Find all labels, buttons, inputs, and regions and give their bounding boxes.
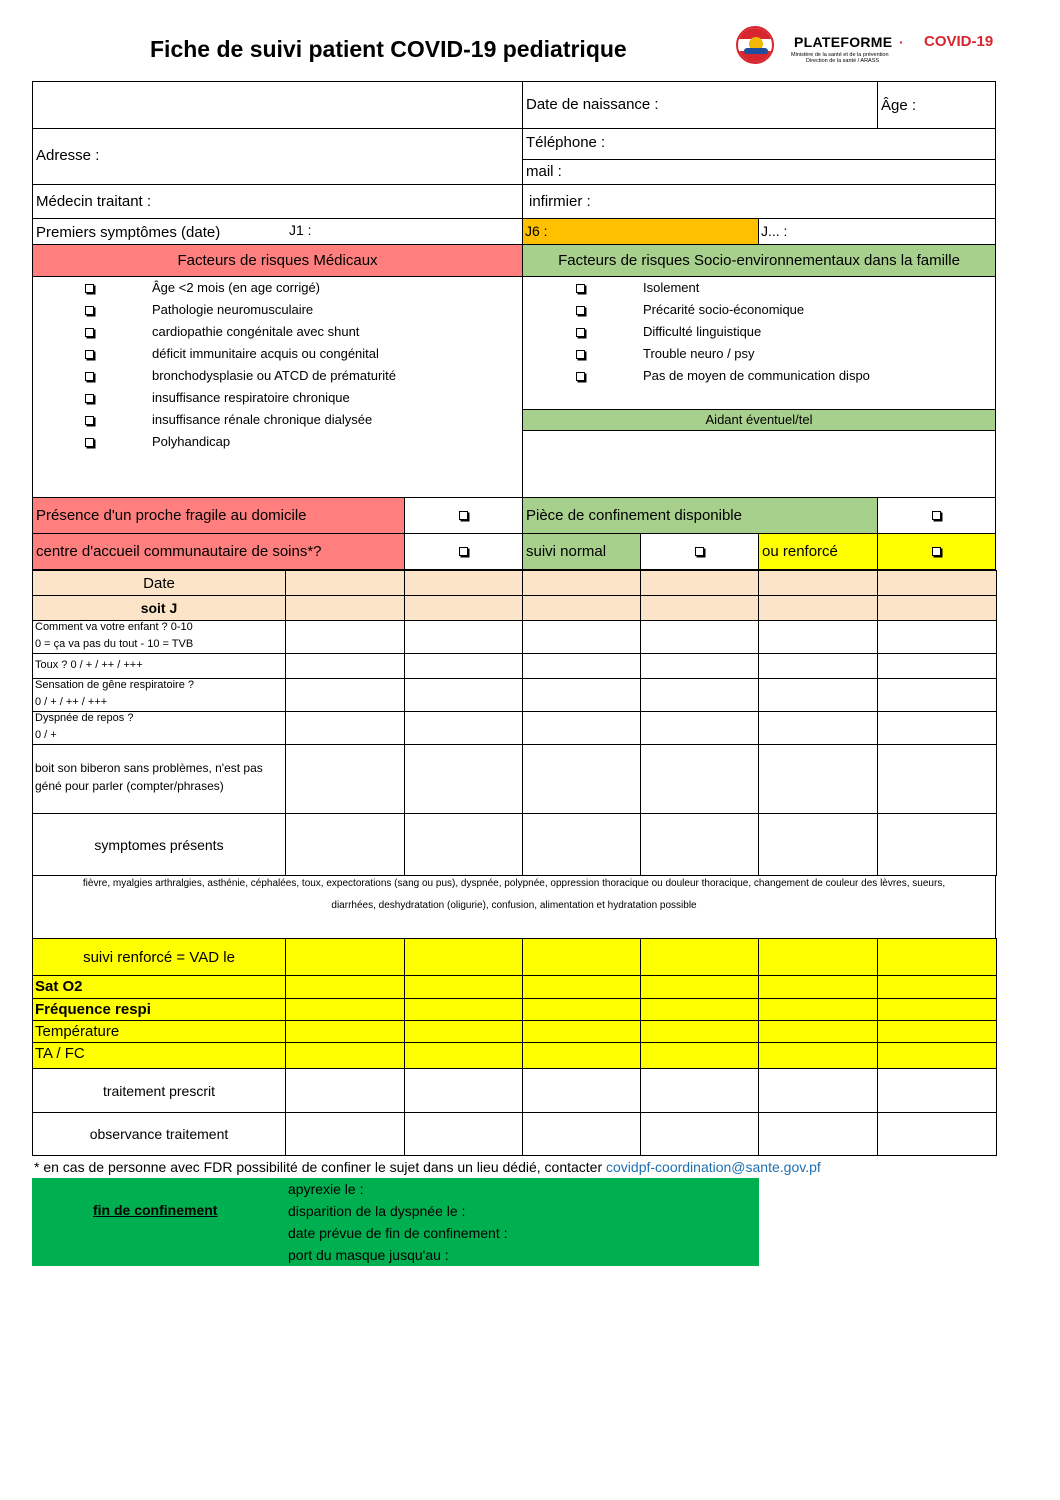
page-title: Fiche de suivi patient COVID-19 pediatrique (150, 36, 627, 62)
checkbox-icon[interactable] (576, 350, 585, 359)
table-cell[interactable] (758, 938, 878, 976)
j6-label: J6 : (525, 223, 548, 239)
end-confinement-label: fin de confinement (93, 1202, 218, 1218)
table-cell[interactable] (640, 938, 759, 976)
logo-covid-text: COVID-19 (924, 33, 994, 50)
table-cell[interactable] (404, 1042, 523, 1069)
table-row-label (32, 678, 286, 712)
symptoms-description-line: fièvre, myalgies arthralgies, asthénie, céphalées, toux, expectorations (sang ou pus), dyspnée, polypnée, oppression thoracique ou douleur thoracique, changement de couleur des lèvres, sueurs, (82, 878, 946, 889)
table-cell[interactable] (877, 570, 997, 596)
table-row-label (32, 938, 286, 976)
table-cell[interactable] (404, 678, 523, 712)
confinement-room-checkbox[interactable] (877, 497, 996, 534)
confinement-room-label: Pièce de confinement disponible (522, 497, 878, 534)
list-item[interactable] (576, 303, 585, 318)
table-cell[interactable] (758, 813, 878, 876)
row-label-text: Toux ? 0 / + / ++ / +++ (35, 659, 143, 671)
age-label: Âge : (881, 97, 917, 114)
table-cell[interactable] (404, 998, 523, 1021)
row-label-text: 0 / + / ++ / +++ (35, 696, 108, 708)
table-cell[interactable] (877, 938, 997, 976)
normal-followup-checkbox[interactable] (640, 533, 759, 570)
mask-until-field[interactable]: port du masque jusqu'au : (288, 1247, 449, 1263)
table-cell[interactable] (404, 620, 523, 654)
list-item: Trouble neuro / psy (643, 346, 755, 361)
table-cell[interactable] (522, 678, 641, 712)
birth-date-field[interactable] (522, 81, 878, 129)
list-item: insuffisance rénale chronique dialysée (152, 412, 373, 427)
table-cell[interactable] (640, 744, 759, 814)
table-cell[interactable] (758, 1042, 878, 1069)
table-row-label (32, 1020, 286, 1043)
reinforced-label: ou renforcé (758, 533, 878, 570)
list-item[interactable] (85, 347, 94, 362)
table-cell[interactable] (758, 570, 878, 596)
checkbox-icon[interactable] (85, 372, 94, 381)
footer-note: * en cas de personne avec FDR possibilité de confiner le sujet dans un lieu dédié, contacter covidpf-coordination@sante.gov.pf (34, 1159, 821, 1175)
table-cell[interactable] (877, 653, 997, 679)
symptoms-description (32, 875, 996, 939)
row-label-text: Fréquence respi (35, 1001, 151, 1018)
list-item[interactable] (85, 303, 94, 318)
list-item[interactable] (85, 391, 94, 406)
table-cell[interactable] (404, 744, 523, 814)
table-row-label (32, 1112, 286, 1156)
table-row-label (32, 653, 286, 679)
symptoms-description-line: diarrhées, deshydratation (oligurie), confusion, alimentation et hydratation possible (331, 900, 697, 911)
table-row-label (32, 1068, 286, 1113)
table-cell[interactable] (285, 1112, 405, 1156)
table-row-label (32, 744, 286, 814)
table-cell[interactable] (404, 975, 523, 999)
table-cell[interactable] (758, 998, 878, 1021)
list-item: déficit immunitaire acquis ou congénital (152, 346, 379, 361)
table-cell[interactable] (758, 1068, 878, 1113)
table-cell[interactable] (758, 1020, 878, 1043)
list-item[interactable] (85, 281, 94, 296)
helper-header: Aidant éventuel/tel (522, 409, 996, 431)
medical-risks-list (32, 276, 523, 498)
table-cell[interactable] (522, 1112, 641, 1156)
reinforced-checkbox[interactable] (877, 533, 996, 570)
row-label-text: géné pour parler (compter/phrases) (35, 779, 224, 793)
row-label-text: Température (35, 1023, 120, 1040)
list-item: Pathologie neuromusculaire (152, 302, 314, 317)
table-row-label (32, 711, 286, 745)
table-cell[interactable] (285, 938, 405, 976)
table-cell[interactable] (877, 711, 997, 745)
table-cell[interactable] (640, 1112, 759, 1156)
checkbox-icon[interactable] (576, 328, 585, 337)
table-cell[interactable] (522, 1068, 641, 1113)
logo-platform-text: PLATEFORME (794, 34, 893, 50)
j1-label: J1 : (289, 222, 312, 238)
checkbox-icon[interactable] (576, 372, 585, 381)
table-cell[interactable] (285, 1042, 405, 1069)
table-cell[interactable] (877, 1068, 997, 1113)
table-cell[interactable] (640, 1042, 759, 1069)
coordination-email-link[interactable]: covidpf-coordination@sante.gov.pf (606, 1159, 821, 1175)
checkbox-icon[interactable] (85, 328, 94, 337)
row-label-text: symptomes présents (94, 837, 224, 853)
helper-field[interactable] (522, 430, 996, 498)
list-item: Pas de moyen de communication dispo (643, 368, 870, 383)
table-cell[interactable] (522, 998, 641, 1021)
checkbox-icon[interactable] (932, 547, 941, 556)
table-cell[interactable] (758, 620, 878, 654)
logo-direction-text: Direction de la santé / ARASS (806, 58, 880, 64)
jn-field[interactable] (758, 218, 996, 245)
table-cell[interactable] (640, 1020, 759, 1043)
table-cell[interactable] (522, 595, 641, 621)
socio-risks-list (522, 276, 996, 410)
table-row-label (32, 595, 286, 621)
list-item: Difficulté linguistique (643, 324, 762, 339)
table-cell[interactable] (640, 975, 759, 999)
table-cell[interactable] (285, 744, 405, 814)
checkbox-icon[interactable] (695, 547, 704, 556)
table-cell[interactable] (404, 1020, 523, 1043)
list-item[interactable] (85, 413, 94, 428)
table-cell[interactable] (877, 595, 997, 621)
jn-label: J... : (761, 223, 788, 239)
table-cell[interactable] (640, 620, 759, 654)
table-cell[interactable] (877, 678, 997, 712)
table-cell[interactable] (285, 570, 405, 596)
table-row-label (32, 1042, 286, 1069)
list-item[interactable] (576, 281, 585, 296)
row-label-text: boit son biberon sans problèmes, n'est pas (35, 761, 263, 775)
checkbox-icon[interactable] (576, 284, 585, 293)
table-cell[interactable] (404, 570, 523, 596)
checkbox-icon[interactable] (459, 511, 468, 520)
table-cell[interactable] (877, 975, 997, 999)
nurse-field[interactable] (522, 184, 996, 219)
table-cell[interactable] (285, 678, 405, 712)
table-cell[interactable] (758, 744, 878, 814)
table-cell[interactable] (285, 998, 405, 1021)
table-cell[interactable] (758, 653, 878, 679)
table-cell[interactable] (404, 653, 523, 679)
table-cell[interactable] (522, 570, 641, 596)
list-item: Âge <2 mois (en age corrigé) (152, 280, 321, 295)
care-center-checkbox[interactable] (404, 533, 523, 570)
row-label-text: soit J (140, 600, 178, 616)
table-cell[interactable] (285, 595, 405, 621)
list-item: Polyhandicap (152, 434, 231, 449)
row-label-text: suivi renforcé = VAD le (83, 949, 235, 966)
table-cell[interactable] (285, 653, 405, 679)
checkbox-icon[interactable] (85, 306, 94, 315)
table-cell[interactable] (758, 595, 878, 621)
table-cell[interactable] (640, 653, 759, 679)
table-cell[interactable] (877, 620, 997, 654)
table-cell[interactable] (404, 813, 523, 876)
table-cell[interactable] (522, 938, 641, 976)
list-item[interactable] (85, 369, 94, 384)
table-cell[interactable] (877, 813, 997, 876)
table-cell[interactable] (758, 1112, 878, 1156)
row-label-text: Comment va votre enfant ? 0-10 (35, 621, 193, 633)
first-symptoms-label: Premiers symptômes (date) (36, 224, 221, 241)
medical-risks-header: Facteurs de risques Médicaux (32, 244, 523, 277)
j6-field[interactable] (522, 218, 759, 245)
table-cell[interactable] (404, 1068, 523, 1113)
table-cell[interactable] (758, 711, 878, 745)
table-cell[interactable] (758, 975, 878, 999)
dyspnea-end-field[interactable]: disparition de la dyspnée le : (288, 1203, 466, 1219)
doctor-label: Médecin traitant : (36, 193, 152, 210)
mail-label: mail : (526, 163, 562, 180)
list-item: insuffisance respiratoire chronique (152, 390, 350, 405)
first-symptoms-field[interactable] (32, 218, 523, 245)
table-cell[interactable] (285, 975, 405, 999)
table-cell[interactable] (285, 620, 405, 654)
list-item: Précarité socio-économique (643, 302, 805, 317)
list-item[interactable] (576, 325, 585, 340)
table-row-label (32, 975, 286, 999)
row-label-text: 0 = ça va pas du tout - 10 = TVB (35, 638, 194, 650)
table-cell[interactable] (285, 711, 405, 745)
row-label-text: traitement prescrit (102, 1083, 216, 1099)
fragile-relative-checkbox[interactable] (404, 497, 523, 534)
table-cell[interactable] (285, 1020, 405, 1043)
table-cell[interactable] (877, 1112, 997, 1156)
checkbox-icon[interactable] (85, 350, 94, 359)
row-label-text: Sat O2 (35, 978, 83, 995)
row-label-text: Sensation de gêne respiratoire ? (35, 679, 194, 691)
phone-label: Téléphone : (526, 134, 606, 151)
fragile-relative-label: Présence d'un proche fragile au domicile (32, 497, 405, 534)
table-cell[interactable] (285, 1068, 405, 1113)
list-item: Isolement (643, 280, 700, 295)
table-cell[interactable] (522, 620, 641, 654)
patient-name-field[interactable] (32, 81, 523, 129)
age-field[interactable] (877, 81, 996, 129)
table-row-label (32, 998, 286, 1021)
table-cell[interactable] (522, 975, 641, 999)
row-label-text: Date (143, 575, 175, 592)
polynesia-seal-icon (736, 26, 774, 64)
table-cell[interactable] (522, 711, 641, 745)
checkbox-icon[interactable] (932, 511, 941, 520)
list-item[interactable] (85, 435, 94, 450)
planned-end-field[interactable]: date prévue de fin de confinement : (288, 1225, 508, 1241)
logo-separator: · (899, 34, 904, 50)
table-cell[interactable] (877, 1020, 997, 1043)
table-cell[interactable] (640, 570, 759, 596)
table-cell[interactable] (640, 1068, 759, 1113)
table-cell[interactable] (404, 938, 523, 976)
list-item: bronchodysplasie ou ATCD de prématurité (152, 368, 396, 383)
table-cell[interactable] (877, 998, 997, 1021)
checkbox-icon[interactable] (85, 438, 94, 447)
table-row-label (32, 813, 286, 876)
address-field[interactable] (32, 128, 523, 185)
table-cell[interactable] (522, 1042, 641, 1069)
normal-followup-label: suivi normal (522, 533, 641, 570)
row-label-text: TA / FC (35, 1045, 85, 1062)
table-cell[interactable] (404, 595, 523, 621)
table-row-label (32, 570, 286, 596)
nurse-label: infirmier : (529, 193, 591, 210)
table-cell[interactable] (285, 813, 405, 876)
table-cell[interactable] (522, 813, 641, 876)
table-cell[interactable] (404, 711, 523, 745)
mail-field[interactable] (522, 159, 996, 185)
apyrexia-field[interactable]: apyrexie le : (288, 1181, 364, 1197)
socio-risks-header: Facteurs de risques Socio-environnementaux dans la famille (522, 244, 996, 277)
table-cell[interactable] (640, 998, 759, 1021)
table-cell[interactable] (877, 1042, 997, 1069)
checkbox-icon[interactable] (85, 284, 94, 293)
table-cell[interactable] (522, 1020, 641, 1043)
table-cell[interactable] (404, 1112, 523, 1156)
table-cell[interactable] (877, 744, 997, 814)
list-item: cardiopathie congénitale avec shunt (152, 324, 360, 339)
care-center-label: centre d'accueil communautaire de soins*? (32, 533, 405, 570)
table-cell[interactable] (522, 653, 641, 679)
list-item[interactable] (576, 369, 585, 384)
phone-field[interactable] (522, 128, 996, 160)
table-row-label (32, 620, 286, 654)
platform-logo (736, 26, 996, 66)
table-cell[interactable] (758, 678, 878, 712)
table-cell[interactable] (640, 711, 759, 745)
list-item[interactable] (576, 347, 585, 362)
checkbox-icon[interactable] (459, 547, 468, 556)
row-label-text: observance traitement (89, 1126, 229, 1142)
row-label-text: 0 / + (35, 729, 57, 741)
doctor-field[interactable] (32, 184, 523, 219)
row-label-text: Dyspnée de repos ? (35, 712, 134, 724)
table-cell[interactable] (522, 744, 641, 814)
birth-date-label: Date de naissance : (526, 96, 659, 113)
table-cell[interactable] (640, 595, 759, 621)
list-item[interactable] (85, 325, 94, 340)
table-cell[interactable] (640, 678, 759, 712)
address-label: Adresse : (36, 147, 100, 164)
checkbox-icon[interactable] (576, 306, 585, 315)
end-confinement-box (32, 1178, 759, 1266)
checkbox-icon[interactable] (85, 394, 94, 403)
logo-ministry-text: Ministère de la santé et de la prévention (791, 52, 889, 58)
table-cell[interactable] (640, 813, 759, 876)
checkbox-icon[interactable] (85, 416, 94, 425)
